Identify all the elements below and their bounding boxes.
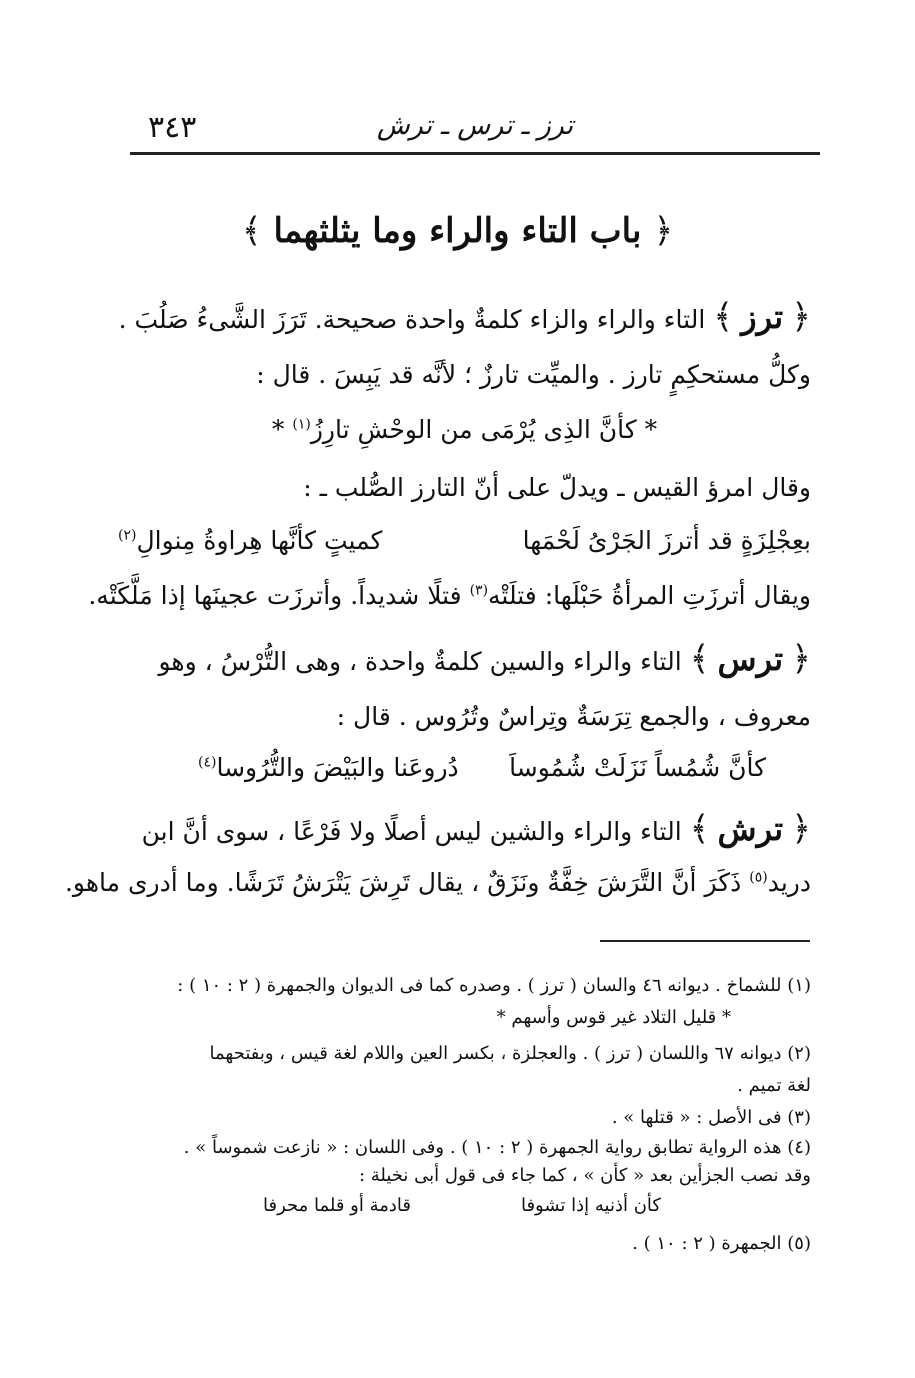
footnote-rule	[600, 940, 810, 942]
verse-line	[118, 417, 811, 442]
heading-close-bracket: ﴾	[713, 297, 734, 337]
entry-root: ترش	[717, 810, 784, 848]
entry-line	[118, 475, 811, 500]
entry-text: ويقال أترزَتِ المرأةُ حَبْلَها: فتلَتْه	[488, 581, 811, 610]
heading-open-bracket: ﴿	[791, 809, 811, 849]
footnote-marker: (٥)	[749, 869, 768, 886]
verse-text: * كأنَّ الذِى يُرْمَى من الوحْشِ تارِزُ	[310, 415, 658, 444]
entry-line	[118, 362, 811, 387]
entry-text: التاء والراء والسين كلمةٌ واحدة ، وهى التُّرْسُ ، وهو	[158, 647, 682, 676]
entry-text: ذَكَرَ أنَّ التَّرَشَ خِفَّةٌ ونَزَقٌ ، يقال تَرِشَ يَتْرَشُ تَرَشًا. وما أدرى ماهو.	[64, 868, 750, 897]
verse-text: كميتٍ كأنَّها هِراوةُ مِنوالِ	[136, 526, 383, 555]
entry-text: وكلُّ مستحكِمٍ تارز . والميِّت تارزٌ ؛ لأنَّه قد يَبِسَ . قال :	[256, 360, 811, 389]
entry-heading	[705, 297, 811, 337]
entry-line	[118, 639, 811, 679]
verse-hemistich-second	[198, 755, 459, 780]
closing-brace: ﴾	[241, 211, 262, 251]
chapter-title-text: باب التاء والراء وما يثلثهما	[273, 211, 642, 251]
entry-line	[118, 704, 811, 729]
footnote: (٣) فى الأصل : « قتلها » .	[611, 1107, 811, 1128]
footnote-continuation: وقد نصب الجزأين بعد « كأن » ، كما جاء فى قول أبى نخيلة :	[358, 1165, 811, 1186]
entry-root: ترز	[741, 298, 784, 336]
verse-text: دُروعَنا والبَيْضَ والتُّرُوسا	[216, 753, 459, 782]
page-header	[130, 98, 820, 150]
footnote-marker: (١)	[292, 416, 311, 433]
opening-brace: ﴿	[653, 211, 674, 251]
entry-text: وقال امرؤ القيس ـ ويدلّ على أنّ التارز الصُّلب ـ :	[303, 473, 811, 502]
running-title: ترز ـ ترس ـ ترش	[376, 110, 574, 141]
entry-root: ترس	[717, 640, 784, 678]
footnote-marker: (٤)	[198, 754, 217, 771]
footnote-marker: (٢)	[118, 527, 137, 544]
footnote-verse: * قليل التلاد غير قوس وأسهم *	[496, 1007, 731, 1028]
entry-text: دريد	[767, 868, 811, 897]
heading-close-bracket: ﴾	[689, 639, 710, 679]
entry-line	[118, 297, 811, 337]
verse-hemistich-second	[118, 528, 382, 553]
entry-line	[64, 868, 811, 897]
footnote-verse-hemistich: كأن أذنيه إذا تشوفا	[520, 1195, 661, 1216]
footnote: (١) للشماخ . ديوانه ٤٦ والسان ( ترز ) . وصدره كما فى الديوان والجمهرة ( ٢ : ١٠ ) :	[177, 975, 811, 996]
entry-heading	[682, 809, 811, 849]
chapter-title	[0, 210, 915, 251]
verse-end-mark: *	[271, 415, 285, 444]
entry-heading	[682, 639, 811, 679]
entry-text: التاء والراء والشين ليس أصلًا ولا فَرْعًا ، سوى أنَّ ابن	[141, 817, 682, 846]
heading-close-bracket: ﴾	[689, 809, 710, 849]
entry-text: فتلًا شديداً. وأترزَت عجينَها إذا مَلَّكَتْه.	[88, 581, 470, 610]
footnote: (٢) ديوانه ٦٧ واللسان ( ترز ) . والعجلزة ، بكسر العين واللام لغة قيس ، وبفتحهما	[209, 1043, 811, 1064]
heading-open-bracket: ﴿	[791, 297, 811, 337]
verse-hemistich-first: كأنَّ شُمُساً نَزَلَتْ شُمُوساَ	[509, 753, 766, 782]
footnote-marker: (٣)	[469, 582, 489, 599]
footnote-continuation: لغة تميم .	[737, 1075, 811, 1096]
verse-hemistich-first: بعِجْلِزَةٍ قد أترزَ الجَرْىُ لَحْمَها	[522, 526, 811, 555]
footnote-verse-hemistich: قادمة أو قلما محرفا	[263, 1195, 411, 1216]
page-number: ٣٤٣	[148, 110, 197, 145]
footnote: (٤) هذه الرواية تطابق رواية الجمهرة ( ٢ : ١٠ ) . وفى اللسان : « نازعت شموساً » .	[183, 1137, 811, 1158]
entry-line	[118, 809, 811, 849]
footnote: (٥) الجمهرة ( ٢ : ١٠ ) .	[632, 1233, 811, 1254]
heading-open-bracket: ﴿	[791, 639, 811, 679]
entry-text: التاء والراء والزاء كلمةٌ واحدة صحيحة. تَرَزَ الشَّىءُ صَلُبَ .	[118, 305, 706, 334]
header-rule	[130, 152, 820, 155]
entry-text: معروف ، والجمع تِرَسَةٌ وتِراسٌ وتُرُوس . قال :	[336, 702, 811, 731]
entry-line	[88, 581, 811, 610]
